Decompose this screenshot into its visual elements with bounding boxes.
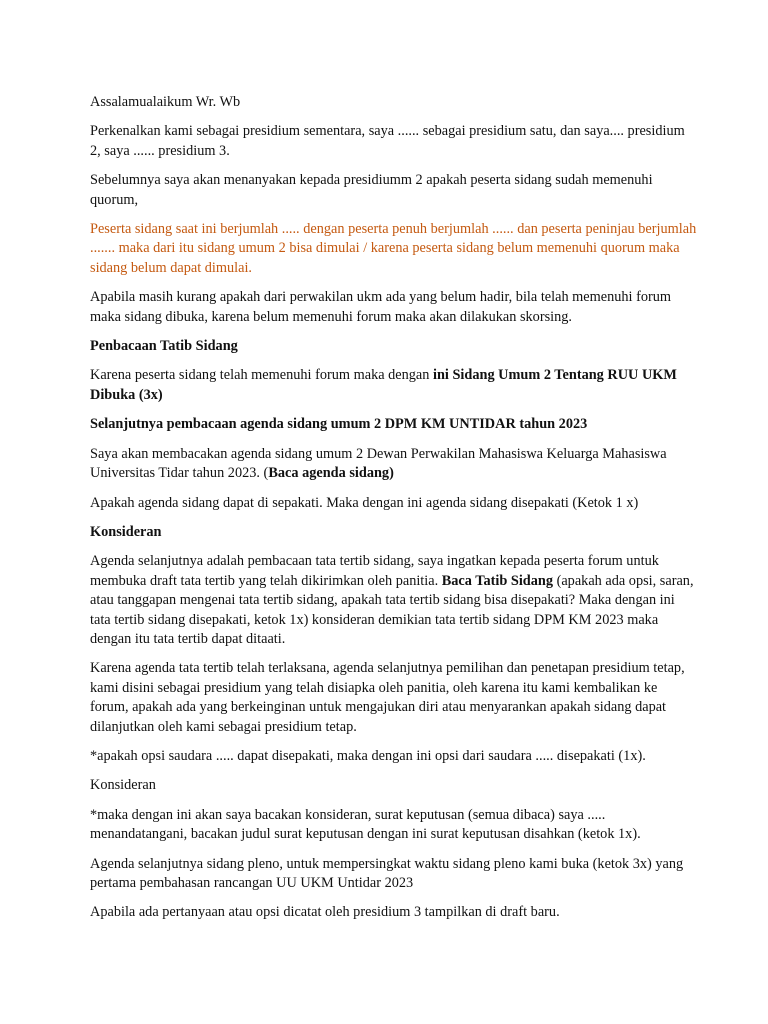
- quorum-count-paragraph: Peserta sidang saat ini berjumlah ..... dengan peserta penuh berjumlah ...... dan peserta peninjau berjumlah ....... maka dari itu sidang umum 2 bisa dimulai / karena peserta sidang belum memenuhi quorum maka sidang belum dapat dimulai.: [90, 221, 697, 276]
- opening-text: Karena peserta sidang telah memenuhi forum maka dengan: [90, 367, 433, 384]
- tatib-text-1: Agenda selanjutnya adalah pembacaan tata tertib sidang, saya ingatkan kepada peserta forum untuk membuka draft tata tertib yang telah dikirimkan oleh panitia.: [90, 553, 659, 589]
- skorsing-paragraph: Apabila masih kurang apakah dari perwakilan ukm ada yang belum hadir, bila telah memenuhi forum maka sidang dibuka, karena belum memenuhi forum maka akan dilakukan skorsing.: [90, 289, 672, 325]
- agenda-agree-paragraph: Apakah agenda sidang dapat di sepakati. Maka dengan ini agenda sidang disepakati (Ketok 1 x): [90, 494, 639, 511]
- greeting-paragraph: Assalamualaikum Wr. Wb: [90, 94, 241, 110]
- heading-tatib: Penbacaan Tatib Sidang: [90, 338, 238, 355]
- surat-keputusan-paragraph: *maka dengan ini akan saya bacakan konsideran, surat keputusan (semua dibaca) saya ..... menandatangani, bacakan judul surat keputusan dengan ini surat keputusan disahkan (ketok 1x).: [90, 806, 641, 843]
- agenda-text: Saya akan membacakan agenda sidang umum 2 Dewan Perwakilan Mahasiswa Keluarga Mahasiswa Universitas Tidar tahun 2023. (: [90, 445, 667, 482]
- opening-bold-text: ini Sidang Umum 2 Tentang RUU UKM Dibuka (3x): [90, 367, 677, 403]
- tatib-text-2: (apakah ada opsi, saran, atau tanggapan mengenai tata tertib sidang, apakah tata tertib sidang bisa disepakati? Maka dengan ini tata tertib sidang disepakati, ketok 1x) konsideran demikian tata tertib sidang DPM KM 2023 maka dengan itu tata tertib dapat ditaati.: [90, 572, 694, 647]
- intro-paragraph: Perkenalkan kami sebagai presidium sementara, saya ...... sebagai presidium satu, dan saya.... presidium 2, saya ...... presidium 3.: [90, 123, 685, 159]
- opening-paragraph: [90, 366, 698, 405]
- pleno-paragraph: Agenda selanjutnya sidang pleno, untuk mempersingkat waktu sidang pleno kami buka (ketok 3x) yang pertama pembahasan rancangan UU UKM Untidar 2023: [90, 855, 684, 891]
- opsi-paragraph: *apakah opsi saudara ..... dapat disepakati, maka dengan ini opsi dari saudara ..... disepakati (1x).: [90, 747, 646, 764]
- agenda-bold-text: Baca agenda sidang): [268, 465, 394, 482]
- tatib-paragraph: [90, 552, 698, 649]
- presidium-tetap-paragraph: Karena agenda tata tertib telah terlaksana, agenda selanjutnya pemilihan dan penetapan presidium tetap, kami disini sebagai presidium yang telah disiapka oleh panitia, oleh karena itu kami kembalikan ke forum, apakah ada yang berkeinginan untuk mengajukan diri atau menyarankan apakah sidang dapat dilanjutkan oleh kami sebagai presidium tetap.: [90, 660, 685, 735]
- heading-konsideran: Konsideran: [90, 523, 162, 540]
- draft-baru-paragraph: Apabila ada pertanyaan atau opsi dicatat oleh presidium 3 tampilkan di draft baru.: [90, 904, 560, 921]
- tatib-bold-text: Baca Tatib Sidang: [441, 572, 553, 589]
- konsideran-plain-paragraph: Konsideran: [90, 777, 156, 794]
- quorum-question-paragraph: Sebelumnya saya akan menanyakan kepada presidiumm 2 apakah peserta sidang sudah memenuhi quorum,: [90, 172, 653, 208]
- agenda-paragraph: [90, 445, 698, 484]
- heading-agenda: Selanjutnya pembacaan agenda sidang umum 2 DPM KM UNTIDAR tahun 2023: [90, 416, 588, 433]
